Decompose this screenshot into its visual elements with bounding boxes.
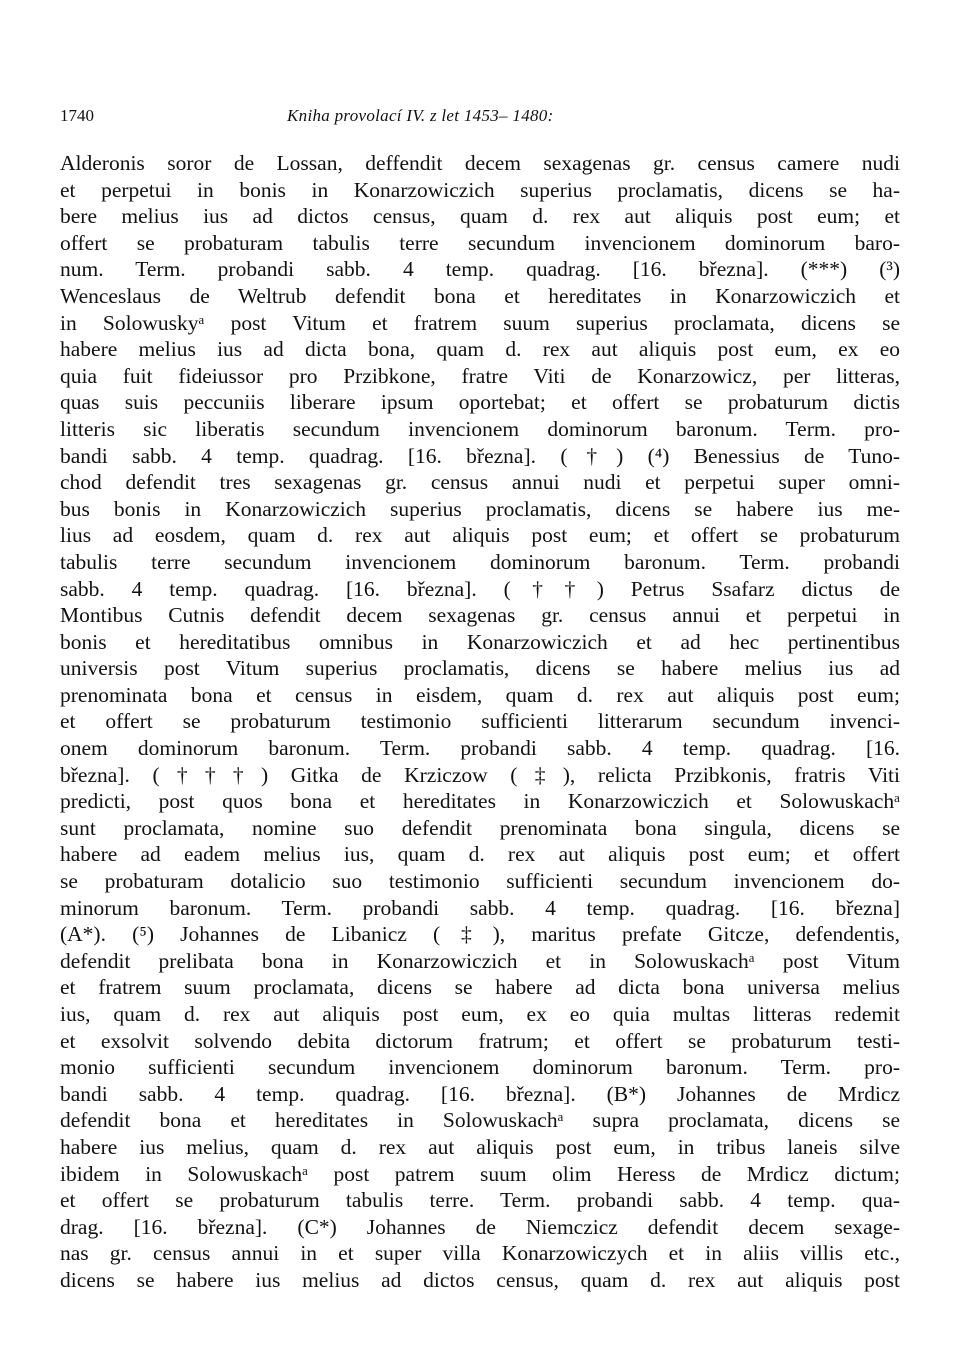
text-line: defendit bona et hereditates in Solowuskachᵃ supra proclamata, dicens se [60, 1108, 900, 1133]
text-line: et exsolvit solvendo debita dictorum fratrum; et offert se probaturum testi- [60, 1028, 900, 1053]
text-line: et perpetui in bonis in Konarzowiczich superius proclamatis, dicens se ha- [60, 177, 900, 202]
text-line: onem dominorum baronum. Term. probandi sabb. 4 temp. quadrag. [16. [60, 736, 900, 761]
text-line: nas gr. census annui in et super villa Konarzowiczych et in aliis villis etc., [60, 1241, 900, 1266]
text-line: predicti, post quos bona et hereditates in Konarzowiczich et Solowuskachᵃ [60, 789, 900, 814]
text-line: habere ad eadem melius ius, quam d. rex aut aliquis post eum; et offert [60, 842, 900, 867]
text-line: ibidem in Solowuskachᵃ post patrem suum olim Heress de Mrdicz dictum; [60, 1161, 900, 1186]
text-line: Wenceslaus de Weltrub defendit bona et hereditates in Konarzowiczich et [60, 283, 900, 308]
document-page [60, 100, 900, 1294]
text-line: sunt proclamata, nomine suo defendit prenominata bona singula, dicens se [60, 815, 900, 840]
text-line: bonis et hereditatibus omnibus in Konarzowiczich et ad hec pertinentibus [60, 629, 900, 654]
text-line: litteris sic liberatis secundum invencionem dominorum baronum. Term. pro- [60, 416, 900, 441]
text-line: offert se probaturam tabulis terre secundum invencionem dominorum baro- [60, 230, 900, 255]
running-title: Kniha provolací IV. z let 1453– 1480: [287, 106, 554, 125]
text-line: et offert se probaturum tabulis terre. Term. probandi sabb. 4 temp. qua- [60, 1188, 900, 1213]
text-line: defendit prelibata bona in Konarzowiczich et in Solowuskachᵃ post Vitum [60, 948, 900, 973]
text-line: bandi sabb. 4 temp. quadrag. [16. března]. (†) (⁴) Benessius de Tuno- [60, 443, 900, 468]
text-line: habere melius ius ad dicta bona, quam d. rex aut aliquis post eum, ex eo [60, 337, 900, 362]
text-line: minorum baronum. Term. probandi sabb. 4 temp. quadrag. [16. března] [60, 895, 900, 920]
text-line: drag. [16. března]. (C*) Johannes de Niemczicz defendit decem sexage- [60, 1214, 900, 1239]
text-line: et offert se probaturum testimonio sufficienti litterarum secundum invenci- [60, 709, 900, 734]
text-line: bandi sabb. 4 temp. quadrag. [16. března]. (B*) Johannes de Mrdicz [60, 1081, 900, 1106]
text-line: prenominata bona et census in eisdem, quam d. rex aut aliquis post eum; [60, 682, 900, 707]
text-line: universis post Vitum superius proclamatis, dicens se habere melius ius ad [60, 656, 900, 681]
text-line: quia fuit fideiussor pro Przibkone, fratre Viti de Konarzowicz, per litteras, [60, 363, 900, 388]
text-line: se probaturam dotalicio suo testimonio sufficienti secundum invencionem do- [60, 869, 900, 894]
text-line: monio sufficienti secundum invencionem dominorum baronum. Term. pro- [60, 1055, 900, 1080]
text-line: habere ius melius, quam d. rex aut aliquis post eum, in tribus laneis silve [60, 1134, 900, 1159]
text-line: num. Term. probandi sabb. 4 temp. quadrag. [16. března]. (***) (³) [60, 257, 900, 282]
text-line: et fratrem suum proclamata, dicens se habere ad dicta bona universa melius [60, 975, 900, 1000]
text-line: quas suis peccuniis liberare ipsum oportebat; et offert se probaturum dictis [60, 390, 900, 415]
text-line: lius ad eosdem, quam d. rex aut aliquis post eum; et offert se probaturum [60, 523, 900, 548]
page-number: 1740 [60, 106, 94, 125]
text-line: ius, quam d. rex aut aliquis post eum, ex eo quia multas litteras redemit [60, 1002, 900, 1026]
running-header [60, 100, 900, 130]
text-line: března]. (†††) Gitka de Krziczow (‡), relicta Przibkonis, fratris Viti [60, 762, 900, 787]
text-line: tabulis terre secundum invencionem dominorum baronum. Term. probandi [60, 549, 900, 574]
text-line: Montibus Cutnis defendit decem sexagenas gr. census annui et perpetui in [60, 603, 900, 628]
body-text [60, 150, 900, 1294]
text-line: bus bonis in Konarzowiczich superius proclamatis, dicens se habere ius me- [60, 496, 900, 521]
text-line: sabb. 4 temp. quadrag. [16. března]. (††) Petrus Ssafarz dictus de [60, 576, 900, 601]
text-line: (A*). (⁵) Johannes de Libanicz (‡), maritus prefate Gitcze, defendentis, [60, 922, 900, 947]
text-line: Alderonis soror de Lossan, deffendit decem sexagenas gr. census camere nudi [60, 151, 900, 175]
text-line: chod defendit tres sexagenas gr. census annui nudi et perpetui super omni- [60, 470, 900, 495]
text-line: bere melius ius ad dictos census, quam d. rex aut aliquis post eum; et [60, 204, 900, 229]
text-line: in Solowuskyᵃ post Vitum et fratrem suum superius proclamata, dicens se [60, 310, 900, 335]
text-line: dicens se habere ius melius ad dictos census, quam d. rex aut aliquis post [60, 1267, 900, 1292]
